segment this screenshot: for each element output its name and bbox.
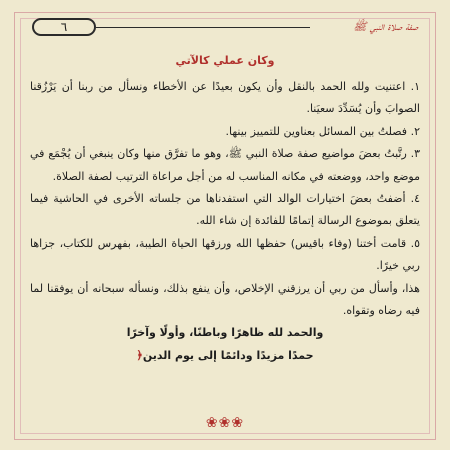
closing-line-2: [30, 345, 420, 367]
page-content: [30, 52, 420, 367]
running-title: صفة صلاة النبي ﷺ: [353, 20, 418, 33]
closing-line-2-text: حمدًا مزيدًا ودائمًا إلى يوم الدين: [142, 348, 314, 362]
page-number: ٦: [32, 18, 96, 36]
section-heading: وكان عملي كالآتي: [175, 54, 275, 67]
paragraph-1: ١. اعتنيت ولله الحمد بالنقل وأن يكون بعيدًا عن الأخطاء ونسأل من ربنا أن يَرْزُقنا الصوابَ وأن يُسَدِّدَ سعيَنا.: [30, 80, 420, 116]
paragraph-6: هذا، وأسأل من ربي أن يرزقني الإخلاص، وأن ينفع بذلك، ونسأله سبحانه أن يوفقنا لما فيه رضاه وتقواه.: [30, 281, 420, 318]
ornament-flowers: ❀❀❀: [205, 415, 245, 431]
page-header: [20, 14, 430, 40]
paragraph-2: ٢. فصلتُ بين المسائل بعناوين للتمييز بينها.: [225, 124, 420, 138]
closing-line-1: والحمد لله ظاهرًا وباطنًا، وأولًا وآخرًا: [126, 326, 324, 340]
paragraph-4: ٤. أضفتُ بعضَ اختيارات الوالد التي استفدناها من جلساته الأخرى في الحاشية فيما يتعلق بموضوع الرسالة إتمامًا للفائدة إن شاء الله.: [30, 192, 420, 228]
paragraph-5: ٥. قامت أختنا (وفاء باقيس) حفظها الله ورزقها الحياة الطيبة، بفهرس للكتاب، جزاها ربي خيرًا.: [30, 236, 420, 273]
end-mark: ﴿: [136, 348, 143, 362]
header-rule: [96, 27, 310, 28]
paragraph-3: ٣. رتَّبتُ بعضَ مواضيع صفة صلاة النبي ﷺ، وهو ما تفرَّق منها وكان ينبغي أن يُجْمَع في موضع واحد، ووضعته في مكانه المناسب له من أجل مراعاة الترتيب لصفة الصلاة.: [30, 147, 420, 183]
